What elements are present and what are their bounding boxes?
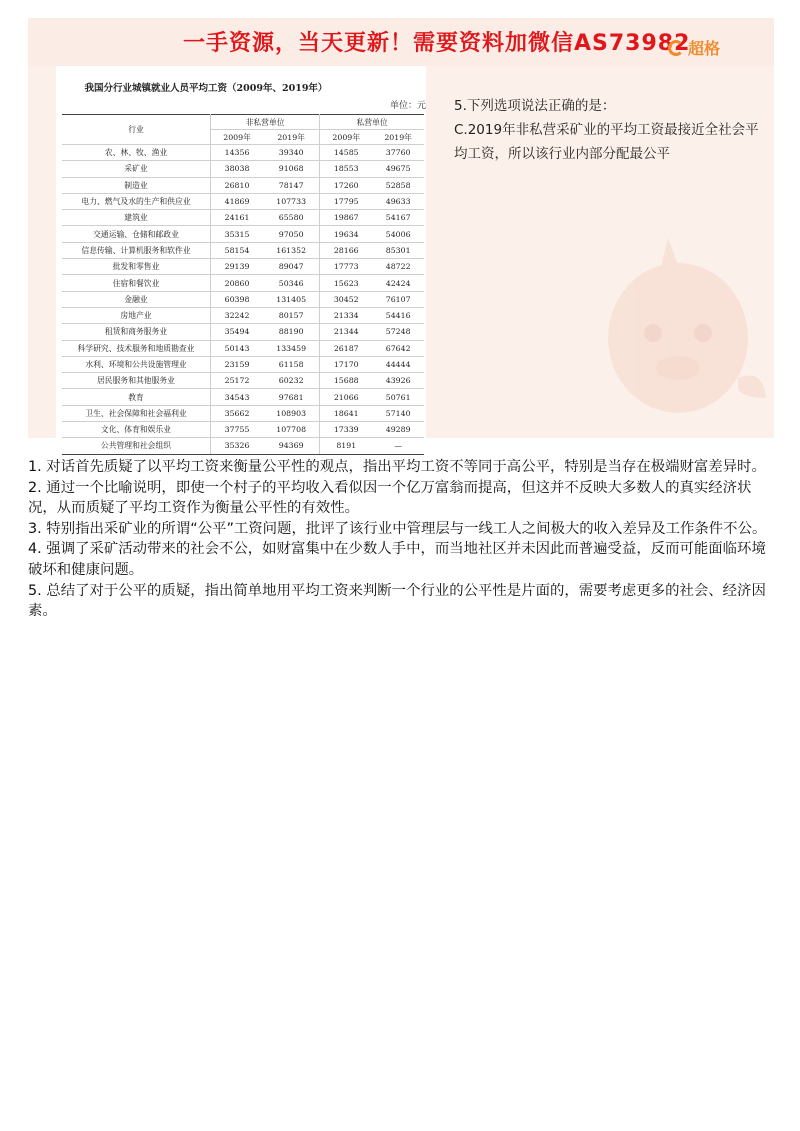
wage-cell: 65580 bbox=[263, 210, 320, 226]
wage-cell: 49675 bbox=[372, 161, 424, 177]
wage-cell: 30452 bbox=[320, 291, 373, 307]
wage-table-card bbox=[56, 66, 426, 456]
question-block bbox=[454, 94, 794, 166]
wage-cell: 57140 bbox=[372, 405, 424, 421]
screenshot-banner bbox=[28, 18, 774, 451]
wage-cell: 58154 bbox=[211, 242, 264, 258]
industry-cell: 卫生、社会保障和社会福利业 bbox=[62, 405, 211, 421]
col-header-year: 2019年 bbox=[372, 130, 424, 145]
wage-cell: 19634 bbox=[320, 226, 373, 242]
wage-cell: 23159 bbox=[211, 356, 264, 372]
wage-cell: 41869 bbox=[211, 193, 264, 209]
wage-cell: 97681 bbox=[263, 389, 320, 405]
wage-cell: 131405 bbox=[263, 291, 320, 307]
wage-cell: 43926 bbox=[372, 373, 424, 389]
wage-cell: 24161 bbox=[211, 210, 264, 226]
wage-cell: 54167 bbox=[372, 210, 424, 226]
wage-cell: 21344 bbox=[320, 324, 373, 340]
wage-cell: 18553 bbox=[320, 161, 373, 177]
wage-cell: 76107 bbox=[372, 291, 424, 307]
wage-cell: 57248 bbox=[372, 324, 424, 340]
question-option-line: C.2019年非私营采矿业的平均工资最接近全社会平 bbox=[454, 122, 759, 138]
table-row bbox=[62, 226, 424, 242]
wage-cell: 60398 bbox=[211, 291, 264, 307]
industry-cell: 采矿业 bbox=[62, 161, 211, 177]
wage-cell: 18641 bbox=[320, 405, 373, 421]
table-row bbox=[62, 356, 424, 372]
industry-cell: 金融业 bbox=[62, 291, 211, 307]
industry-cell: 公共管理和社会组织 bbox=[62, 438, 211, 454]
wage-cell: 35315 bbox=[211, 226, 264, 242]
summary-point: 5. 总结了对于公平的质疑，指出简单地用平均工资来判断一个行业的公平性是片面的，需要考虑更多的社会、经济因素。 bbox=[28, 582, 766, 620]
industry-cell: 教育 bbox=[62, 389, 211, 405]
wage-cell: 107733 bbox=[263, 193, 320, 209]
wage-table bbox=[62, 114, 424, 455]
table-row bbox=[62, 405, 424, 421]
wage-cell: 78147 bbox=[263, 177, 320, 193]
table-title: 我国分行业城镇就业人员平均工资（2009年、2019年） bbox=[84, 83, 328, 94]
wage-cell: 88190 bbox=[263, 324, 320, 340]
wage-cell: 21334 bbox=[320, 307, 373, 323]
table-unit: 单位：元 bbox=[390, 101, 427, 111]
wage-cell: 94369 bbox=[263, 438, 320, 454]
wage-table-body bbox=[62, 145, 424, 455]
wage-cell: 34543 bbox=[211, 389, 264, 405]
industry-cell: 文化、体育和娱乐业 bbox=[62, 422, 211, 438]
wage-cell: — bbox=[372, 438, 424, 454]
industry-cell: 科学研究、技术服务和地质勘查业 bbox=[62, 340, 211, 356]
table-row bbox=[62, 340, 424, 356]
industry-cell: 信息传输、计算机服务和软件业 bbox=[62, 242, 211, 258]
wage-cell: 21066 bbox=[320, 389, 373, 405]
table-row bbox=[62, 177, 424, 193]
wage-cell: 44444 bbox=[372, 356, 424, 372]
table-row bbox=[62, 275, 424, 291]
table-row bbox=[62, 259, 424, 275]
wage-cell: 37760 bbox=[372, 145, 424, 161]
question-stem: 5.下列选项说法正确的是： bbox=[454, 98, 616, 114]
wage-cell: 42424 bbox=[372, 275, 424, 291]
watermark-title: 一手资源，当天更新！需要资料加微信AS73982 bbox=[183, 31, 691, 56]
industry-cell: 交通运输、仓储和邮政业 bbox=[62, 226, 211, 242]
wage-cell: 17260 bbox=[320, 177, 373, 193]
wage-cell: 50761 bbox=[372, 389, 424, 405]
industry-cell: 制造业 bbox=[62, 177, 211, 193]
wage-cell: 15688 bbox=[320, 373, 373, 389]
wage-cell: 20860 bbox=[211, 275, 264, 291]
wage-cell: 54416 bbox=[372, 307, 424, 323]
wage-cell: 14356 bbox=[211, 145, 264, 161]
wage-cell: 108903 bbox=[263, 405, 320, 421]
table-row bbox=[62, 389, 424, 405]
wage-cell: 80157 bbox=[263, 307, 320, 323]
table-row bbox=[62, 422, 424, 438]
industry-cell: 电力、燃气及水的生产和供应业 bbox=[62, 193, 211, 209]
brand-name: 超格 bbox=[688, 39, 721, 58]
summary-points bbox=[28, 457, 768, 622]
summary-point: 4. 强调了采矿活动带来的社会不公，如财富集中在少数人手中，而当地社区并未因此而普遍受益，反而可能面临环境破坏和健康问题。 bbox=[28, 541, 766, 578]
wage-cell: 97050 bbox=[263, 226, 320, 242]
table-row bbox=[62, 324, 424, 340]
col-group-private: 私营单位 bbox=[320, 115, 424, 130]
industry-cell: 房地产业 bbox=[62, 307, 211, 323]
wage-cell: 39340 bbox=[263, 145, 320, 161]
wage-cell: 35494 bbox=[211, 324, 264, 340]
summary-point: 2. 通过一个比喻说明，即使一个村子的平均收入看似因一个亿万富翁而提高，但这并不反映大多数人的真实经济状况，从而质疑了平均工资作为衡量公平性的有效性。 bbox=[28, 479, 752, 517]
wage-cell: 85301 bbox=[372, 242, 424, 258]
mascot-illustration bbox=[588, 218, 768, 438]
wage-cell: 50143 bbox=[211, 340, 264, 356]
wage-cell: 133459 bbox=[263, 340, 320, 356]
wage-cell: 15623 bbox=[320, 275, 373, 291]
wage-cell: 89047 bbox=[263, 259, 320, 275]
wage-cell: 107708 bbox=[263, 422, 320, 438]
wage-cell: 50346 bbox=[263, 275, 320, 291]
industry-cell: 建筑业 bbox=[62, 210, 211, 226]
col-group-nonprivate: 非私营单位 bbox=[211, 115, 320, 130]
industry-cell: 批发和零售业 bbox=[62, 259, 211, 275]
table-row bbox=[62, 145, 424, 161]
question-option-line: 均工资，所以该行业内部分配最公平 bbox=[454, 146, 670, 162]
wage-cell: 52858 bbox=[372, 177, 424, 193]
col-header-industry: 行业 bbox=[62, 115, 211, 145]
table-row bbox=[62, 161, 424, 177]
wage-cell: 38038 bbox=[211, 161, 264, 177]
table-row bbox=[62, 193, 424, 209]
col-header-year: 2009年 bbox=[320, 130, 373, 145]
summary-point: 3. 特别指出采矿业的所谓“公平”工资问题，批评了该行业中管理层与一线工人之间极大的收入差异及工作条件不公。 bbox=[28, 520, 767, 537]
table-row bbox=[62, 242, 424, 258]
table-row bbox=[62, 438, 424, 454]
wage-cell: 19867 bbox=[320, 210, 373, 226]
wage-cell: 29139 bbox=[211, 259, 264, 275]
wage-cell: 14585 bbox=[320, 145, 373, 161]
industry-cell: 农、林、牧、渔业 bbox=[62, 145, 211, 161]
wage-cell: 161352 bbox=[263, 242, 320, 258]
col-header-year: 2009年 bbox=[211, 130, 264, 145]
wage-cell: 25172 bbox=[211, 373, 264, 389]
summary-point: 1. 对话首先质疑了以平均工资来衡量公平性的观点，指出平均工资不等同于高公平，特别是当存在极端财富差异时。 bbox=[28, 459, 766, 475]
industry-cell: 租赁和商务服务业 bbox=[62, 324, 211, 340]
wage-cell: 28166 bbox=[320, 242, 373, 258]
industry-cell: 居民服务和其他服务业 bbox=[62, 373, 211, 389]
wage-cell: 26810 bbox=[211, 177, 264, 193]
wage-cell: 8191 bbox=[320, 438, 373, 454]
wage-cell: 32242 bbox=[211, 307, 264, 323]
industry-cell: 水利、环境和公共设施管理业 bbox=[62, 356, 211, 372]
wage-cell: 17795 bbox=[320, 193, 373, 209]
wage-cell: 48722 bbox=[372, 259, 424, 275]
industry-cell: 住宿和餐饮业 bbox=[62, 275, 211, 291]
wage-cell: 35662 bbox=[211, 405, 264, 421]
wage-cell: 91068 bbox=[263, 161, 320, 177]
wage-cell: 49633 bbox=[372, 193, 424, 209]
wage-cell: 49289 bbox=[372, 422, 424, 438]
wage-cell: 26187 bbox=[320, 340, 373, 356]
wage-cell: 17339 bbox=[320, 422, 373, 438]
brand-logo-icon bbox=[668, 40, 684, 56]
wage-cell: 61158 bbox=[263, 356, 320, 372]
table-row bbox=[62, 210, 424, 226]
brand bbox=[668, 36, 720, 59]
table-row bbox=[62, 307, 424, 323]
wage-cell: 60232 bbox=[263, 373, 320, 389]
table-row bbox=[62, 291, 424, 307]
wage-cell: 37755 bbox=[211, 422, 264, 438]
wage-cell: 35326 bbox=[211, 438, 264, 454]
col-header-year: 2019年 bbox=[263, 130, 320, 145]
wage-cell: 67642 bbox=[372, 340, 424, 356]
table-row bbox=[62, 373, 424, 389]
wage-cell: 54006 bbox=[372, 226, 424, 242]
wage-cell: 17773 bbox=[320, 259, 373, 275]
wage-cell: 17170 bbox=[320, 356, 373, 372]
